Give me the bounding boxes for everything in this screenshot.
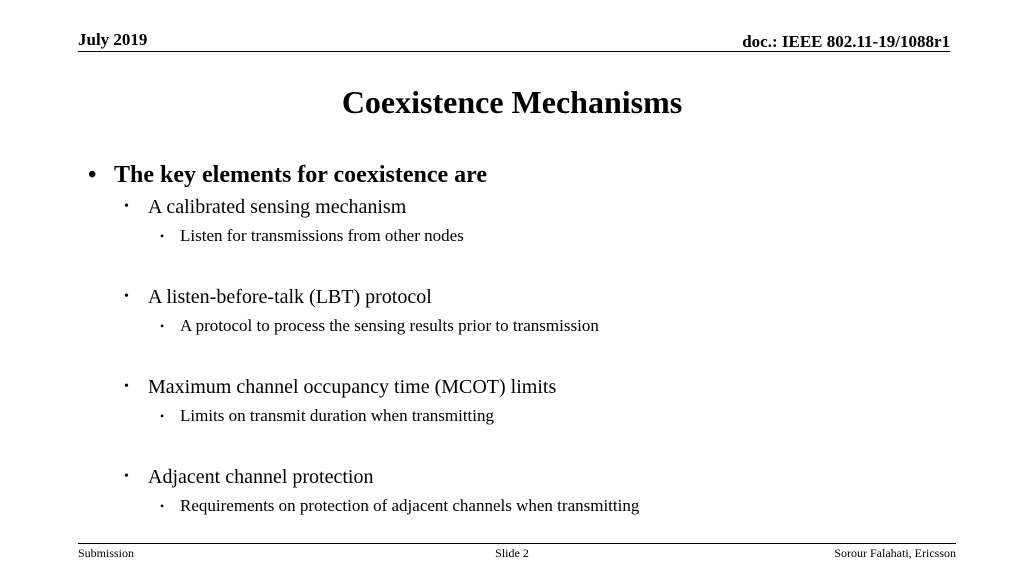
bullet-icon: • <box>124 289 129 304</box>
detail-bullet-text: Listen for transmissions from other nodes <box>180 226 464 245</box>
bullet-icon: • <box>124 469 129 484</box>
detail-bullet <box>160 222 968 250</box>
detail-bullet <box>160 402 968 430</box>
footer-author: Sorour Falahati, Ericsson <box>834 546 956 560</box>
bullet-icon: • <box>124 379 129 394</box>
footer-slide-number: Slide 2 <box>495 546 529 560</box>
detail-bullet-text: Requirements on protection of adjacent channels when transmitting <box>180 496 640 515</box>
main-bullet-text: The key elements for coexistence are <box>114 161 487 188</box>
footer-submission: Submission <box>78 546 135 560</box>
bullet-icon: • <box>160 228 165 243</box>
header-doc-id: doc.: IEEE 802.11-19/1088r1 <box>742 32 950 51</box>
footer-divider <box>78 543 956 544</box>
header-divider <box>78 51 950 52</box>
slide-title: Coexistence Mechanisms <box>341 84 683 120</box>
detail-bullet <box>160 492 968 520</box>
sub-bullet-text: Maximum channel occupancy time (MCOT) limits <box>148 375 557 398</box>
bullet-icon: • <box>160 498 165 513</box>
sub-bullet <box>124 372 968 402</box>
sub-bullet-text: Adjacent channel protection <box>148 465 374 488</box>
header-date: July 2019 <box>78 30 148 49</box>
sub-bullet-text: A listen-before-talk (LBT) protocol <box>148 285 432 308</box>
detail-bullet-text: Limits on transmit duration when transmitting <box>180 406 494 425</box>
slide-body <box>88 158 968 520</box>
sub-bullet-text: A calibrated sensing mechanism <box>148 195 407 218</box>
bullet-icon: • <box>160 408 165 423</box>
sub-bullet <box>124 462 968 492</box>
bullet-icon: • <box>124 199 129 214</box>
detail-bullet <box>160 312 968 340</box>
bullet-icon: • <box>88 161 97 188</box>
bullet-icon: • <box>160 318 165 333</box>
sub-bullet <box>124 192 968 222</box>
detail-bullet-text: A protocol to process the sensing results prior to transmission <box>180 316 599 335</box>
sub-bullet <box>124 282 968 312</box>
main-bullet <box>88 158 968 192</box>
